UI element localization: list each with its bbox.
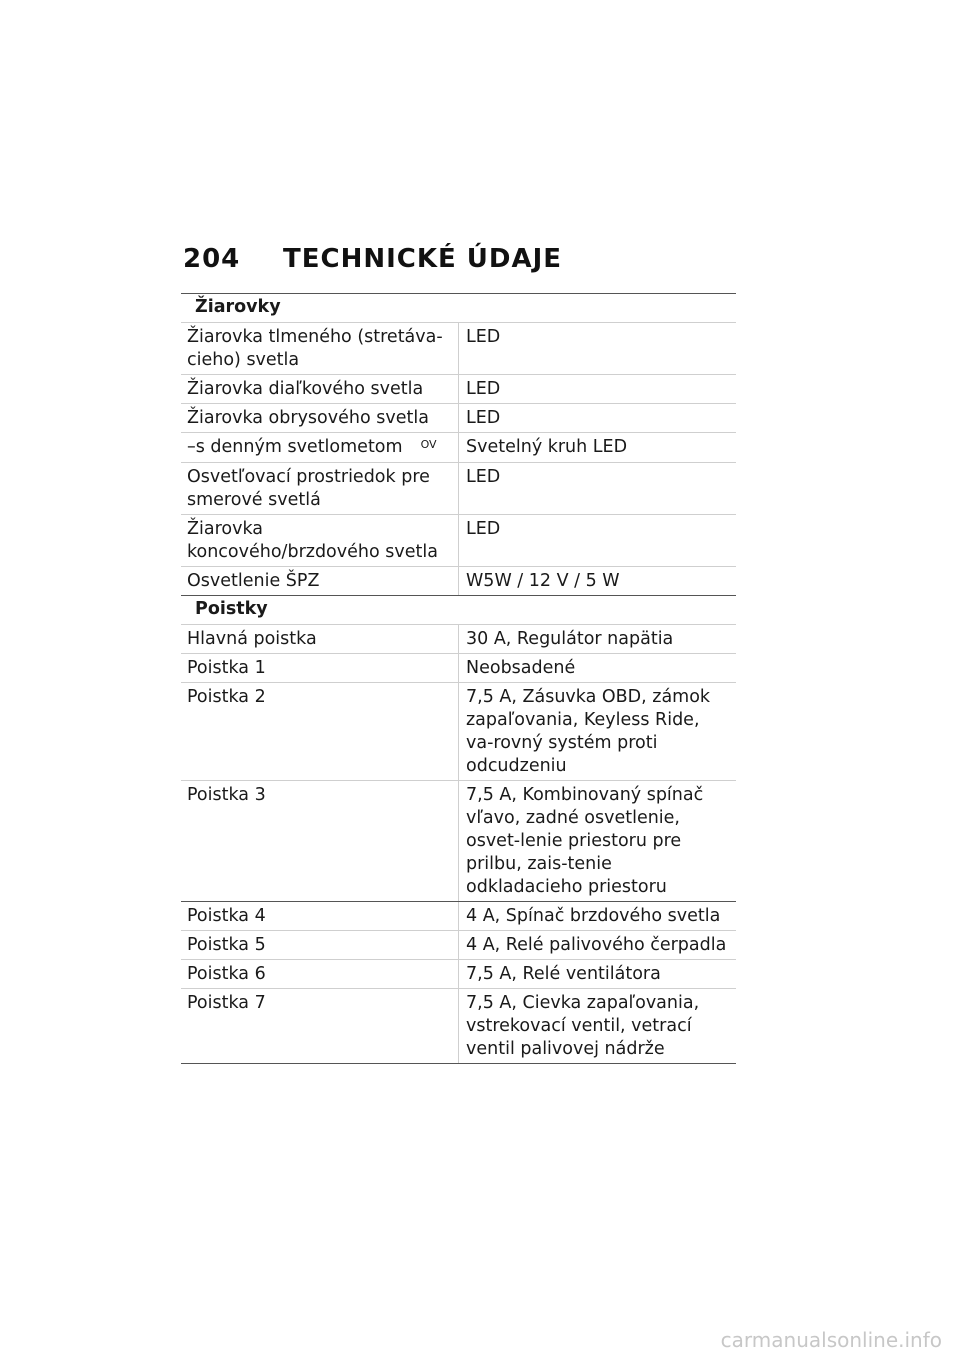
table-row (181, 515, 736, 567)
section-header-bulbs (181, 294, 736, 323)
row-label: Poistka 2 (181, 683, 459, 781)
table-row (181, 989, 736, 1064)
table-row (181, 683, 736, 781)
table-row (181, 567, 736, 596)
row-label: Osvetlenie ŠPZ (181, 567, 459, 596)
table-row (181, 902, 736, 931)
section-title: Poistky (181, 596, 736, 625)
table-row (181, 404, 736, 433)
table-row (181, 960, 736, 989)
row-label: Žiarovka diaľkového svetla (181, 375, 459, 404)
table-row (181, 931, 736, 960)
row-value: 7,5 A, Relé ventilátora (459, 960, 737, 989)
row-label: Žiarovka obrysového svetla (181, 404, 459, 433)
row-value: 4 A, Relé palivového čerpadla (459, 931, 737, 960)
table-row (181, 433, 736, 463)
row-value: LED (459, 323, 737, 375)
row-value: LED (459, 463, 737, 515)
page-title: TECHNICKÉ ÚDAJE (283, 244, 563, 274)
table-row (181, 781, 736, 902)
row-label: Poistka 7 (181, 989, 459, 1064)
row-value: 7,5 A, Cievka zapaľovania, vstrekovací ventil, vetrací ventil palivovej nádrže (459, 989, 737, 1064)
row-value: 7,5 A, Zásuvka OBD, zámok zapaľovania, Keyless Ride, va-rovný systém proti odcudzeniu (459, 683, 737, 781)
section-title: Žiarovky (181, 294, 736, 323)
table-row (181, 323, 736, 375)
row-value: LED (459, 404, 737, 433)
row-label: Osvetľovací prostriedok pre smerové svetlá (181, 463, 459, 515)
row-label: Poistka 5 (181, 931, 459, 960)
row-label-text: –s denným svetlometom (187, 437, 403, 457)
row-label: Poistka 3 (181, 781, 459, 902)
row-label: Poistka 1 (181, 654, 459, 683)
table-row (181, 375, 736, 404)
watermark: carmanualsonline.info (720, 1328, 942, 1352)
section-header-fuses (181, 596, 736, 625)
row-value: LED (459, 515, 737, 567)
table-row (181, 654, 736, 683)
page-number: 204 (183, 244, 241, 274)
row-value: Svetelný kruh LED (459, 433, 737, 463)
row-value: 30 A, Regulátor napätia (459, 625, 737, 654)
row-value: 7,5 A, Kombinovaný spínač vľavo, zadné osvetlenie, osvet-lenie priestoru pre prilbu, zais-tenie odkladacieho priestoru (459, 781, 737, 902)
row-value: LED (459, 375, 737, 404)
row-label: Hlavná poistka (181, 625, 459, 654)
spec-table (181, 293, 736, 1064)
row-label (181, 433, 459, 463)
row-value: 4 A, Spínač brzdového svetla (459, 902, 737, 931)
page-header (183, 244, 562, 274)
row-label: Žiarovka koncového/brzdového svetla (181, 515, 459, 567)
table-row (181, 463, 736, 515)
table-row (181, 625, 736, 654)
row-value: Neobsadené (459, 654, 737, 683)
row-label-text: Žiarovka tlmeného (stretáva-cieho) svetla (187, 327, 443, 370)
row-value: W5W / 12 V / 5 W (459, 567, 737, 596)
row-label (181, 323, 459, 375)
row-label: Poistka 6 (181, 960, 459, 989)
row-label: Poistka 4 (181, 902, 459, 931)
optional-equipment-mark: OV (420, 438, 437, 451)
